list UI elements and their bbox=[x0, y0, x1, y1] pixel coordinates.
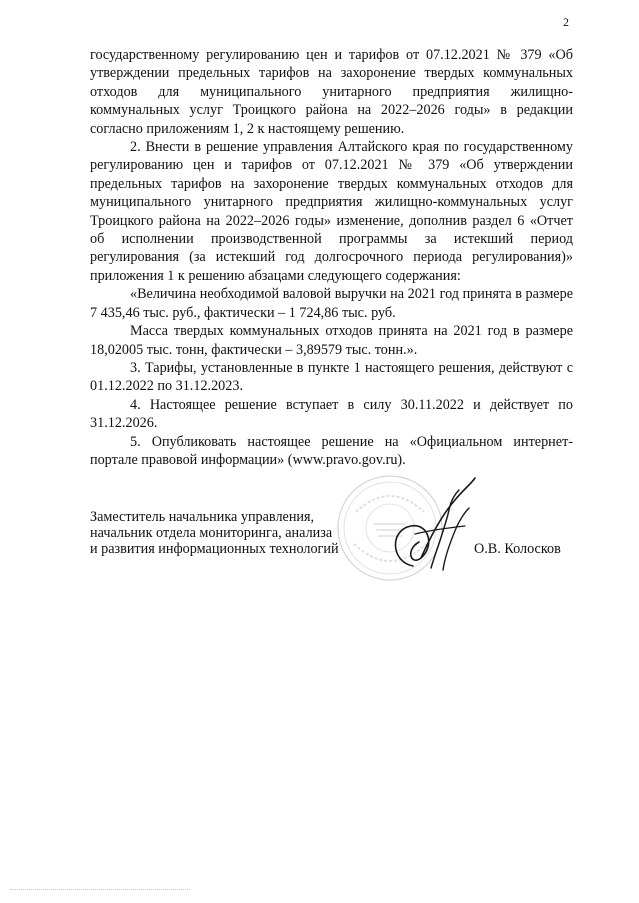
signatory-title-line: и развития информационных технологий bbox=[90, 541, 339, 557]
paragraph-item-5: 5. Опубликовать настоящее решение на «Официальном интернет-портале правовой информации» (www.pravo.gov.ru). bbox=[90, 433, 573, 468]
paragraph-quote-mass: Масса твердых коммунальных отходов принята на 2021 год в размере 18,02005 тыс. тонн, фактически – 3,89579 тыс. тонн.». bbox=[90, 323, 573, 358]
paragraph-item-4: 4. Настоящее решение вступает в силу 30.11.2022 и действует по 31.12.2026. bbox=[90, 396, 573, 432]
signatory-title-line: Заместитель начальника управления, bbox=[90, 509, 315, 525]
signatory-title-line: начальник отдела мониторинга, анализа bbox=[90, 525, 333, 541]
page-number: 2 bbox=[563, 15, 569, 29]
paragraph-item-2: 2. Внести в решение управления Алтайского края по государственному регулированию цен и тарифов от 07.12.2021 № 379 «Об утверждении предельных тарифов на захоронение твердых коммунальных отходов для муниципального унитарного предприятия жилищно-коммунальных услуг Троицкого района на 2022–2026 годы» изменение, дополнив раздел 6 «Отчет об исполнении производственной программы за истекший период регулирования (за истекший год долгосрочного периода регулирования)» приложения 1 к решению абзацами следующего содержания: bbox=[90, 139, 573, 284]
paragraph-item-3: 3. Тарифы, установленные в пункте 1 настоящего решения, действуют с 01.12.2022 по 31.12.2023. bbox=[90, 359, 573, 395]
paragraph-continuation: государственному регулированию цен и тарифов от 07.12.2021 № 379 «Об утверждении предельных тарифов на захоронение твердых коммунальных отходов для муниципального унитарного предприятия жилищно-коммунальных услуг Троицкого района на 2022–2026 годы» в редакции согласно приложениям 1, 2 к настоящему решению. bbox=[90, 47, 573, 137]
signatory-name: О.В. Колосков bbox=[474, 541, 561, 557]
document-body bbox=[90, 46, 573, 469]
handwritten-signature bbox=[385, 470, 485, 585]
signatory-title bbox=[90, 509, 339, 557]
scan-artifact-line bbox=[10, 889, 190, 892]
paragraph-quote-revenue: «Величина необходимой валовой выручки на 2021 год принята в размере 7 435,46 тыс. руб., фактически – 1 724,86 тыс. руб. bbox=[90, 286, 573, 321]
